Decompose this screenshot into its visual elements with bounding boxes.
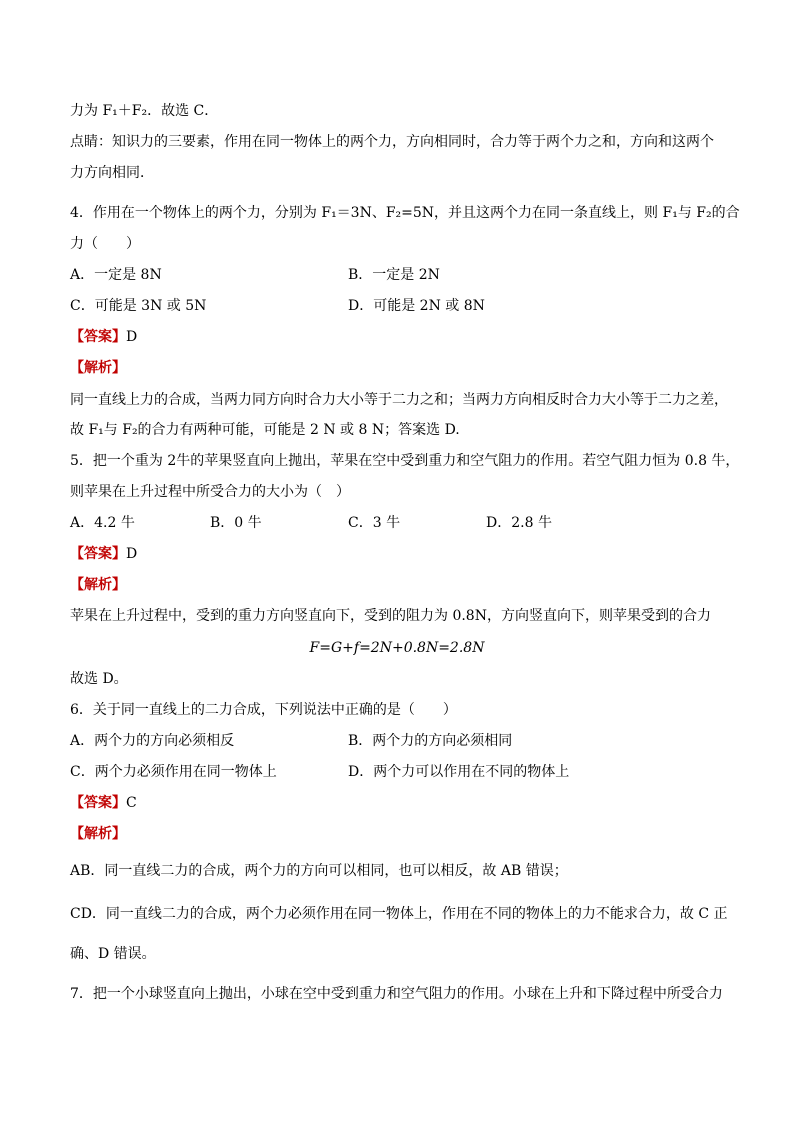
q6-stem: 6．关于同一直线上的二力合成，下列说法中正确的是（ ） [70, 702, 457, 718]
q6-option-c: C．两个力必须作用在同一物体上 [70, 764, 277, 780]
answer-tag: 【答案】 [70, 329, 126, 345]
q4-answer [70, 327, 137, 347]
q4-analysis-1: 同一直线上力的合成，当两力同方向时合力大小等于二力之和；当两力方向相反时合力大小等于二力之差， [70, 392, 728, 408]
analysis-tag: 【解析】 [70, 360, 126, 376]
q4-analysis-2: 故 F₁与 F₂的合力有两种可能，可能是 2 N 或 8 N；答案选 D. [70, 422, 460, 438]
q4-analysis-tag [70, 358, 126, 378]
q5-analysis-1: 苹果在上升过程中，受到的重力方向竖直向下，受到的阻力为 0.8N，方向竖直向下，则苹果受到的合力 [70, 608, 711, 624]
q6-analysis-cd-1: CD．同一直线二力的合成，两个力必须作用在同一物体上，作用在不同的物体上的力不能求合力，故 C 正 [70, 906, 728, 922]
q6-option-a: A．两个力的方向必须相反 [70, 733, 235, 749]
answer-tag: 【答案】 [70, 546, 126, 562]
q5-analysis-tag [70, 575, 126, 595]
q5-option-a: A．4.2 牛 [70, 515, 135, 531]
q6-answer [70, 793, 137, 813]
q6-analysis-cd-2: 确、D 错误。 [70, 946, 156, 962]
tip-text-1: 知识力的三要素，作用在同一物体上的两个力，方向相同时，合力等于两个力之和，方向和这两个 [112, 134, 714, 150]
prev-conclusion: 力为 F₁＋F₂．故选 C． [70, 103, 219, 119]
q4-option-c: C．可能是 3N 或 5N [70, 298, 207, 314]
q4-option-b: B．一定是 2N [348, 267, 440, 283]
tip-line-1 [70, 132, 714, 152]
q5-answer-value: D [126, 546, 138, 562]
tip-label: 点睛： [70, 134, 112, 150]
q5-answer [70, 544, 137, 564]
q4-stem-1: 4．作用在一个物体上的两个力，分别为 F₁＝3N、F₂=5N，并且这两个力在同一条直线上，则 F₁与 F₂的合 [70, 205, 740, 221]
q6-option-b: B．两个力的方向必须相同 [348, 733, 513, 749]
q7-stem-1: 7．把一个小球竖直向上抛出，小球在空中受到重力和空气阻力的作用。小球在上升和下降过程中所受合力 [70, 986, 723, 1002]
q4-option-d: D．可能是 2N 或 8N [348, 298, 485, 314]
q5-stem-1: 5．把一个重为 2牛的苹果竖直向上抛出，苹果在空中受到重力和空气阻力的作用。若空气阻力恒为 0.8 牛， [70, 453, 740, 469]
q4-option-a: A．一定是 8N [70, 267, 162, 283]
q5-conclusion: 故选 D。 [70, 671, 128, 687]
analysis-tag: 【解析】 [70, 577, 126, 593]
q6-option-d: D．两个力可以作用在不同的物体上 [348, 764, 570, 780]
q5-formula [0, 638, 794, 658]
analysis-tag: 【解析】 [70, 826, 126, 842]
q6-analysis-ab: AB．同一直线二力的合成，两个力的方向可以相同，也可以相反，故 AB 错误； [70, 863, 568, 879]
q4-stem-2: 力（ ） [70, 236, 140, 252]
q6-analysis-tag [70, 824, 126, 844]
answer-tag: 【答案】 [70, 795, 126, 811]
q5-option-c: C．3 牛 [348, 515, 401, 531]
q5-option-d: D．2.8 牛 [486, 515, 552, 531]
q4-answer-value: D [126, 329, 138, 345]
q5-stem-2: 则苹果在上升过程中所受合力的大小为（ ） [70, 484, 350, 500]
formula-text: F=G+f=2N+0.8N=2.8N [309, 640, 485, 656]
q5-option-b: B．0 牛 [210, 515, 262, 531]
q6-answer-value: C [126, 795, 137, 811]
tip-line-2: 力方向相同． [70, 165, 154, 181]
